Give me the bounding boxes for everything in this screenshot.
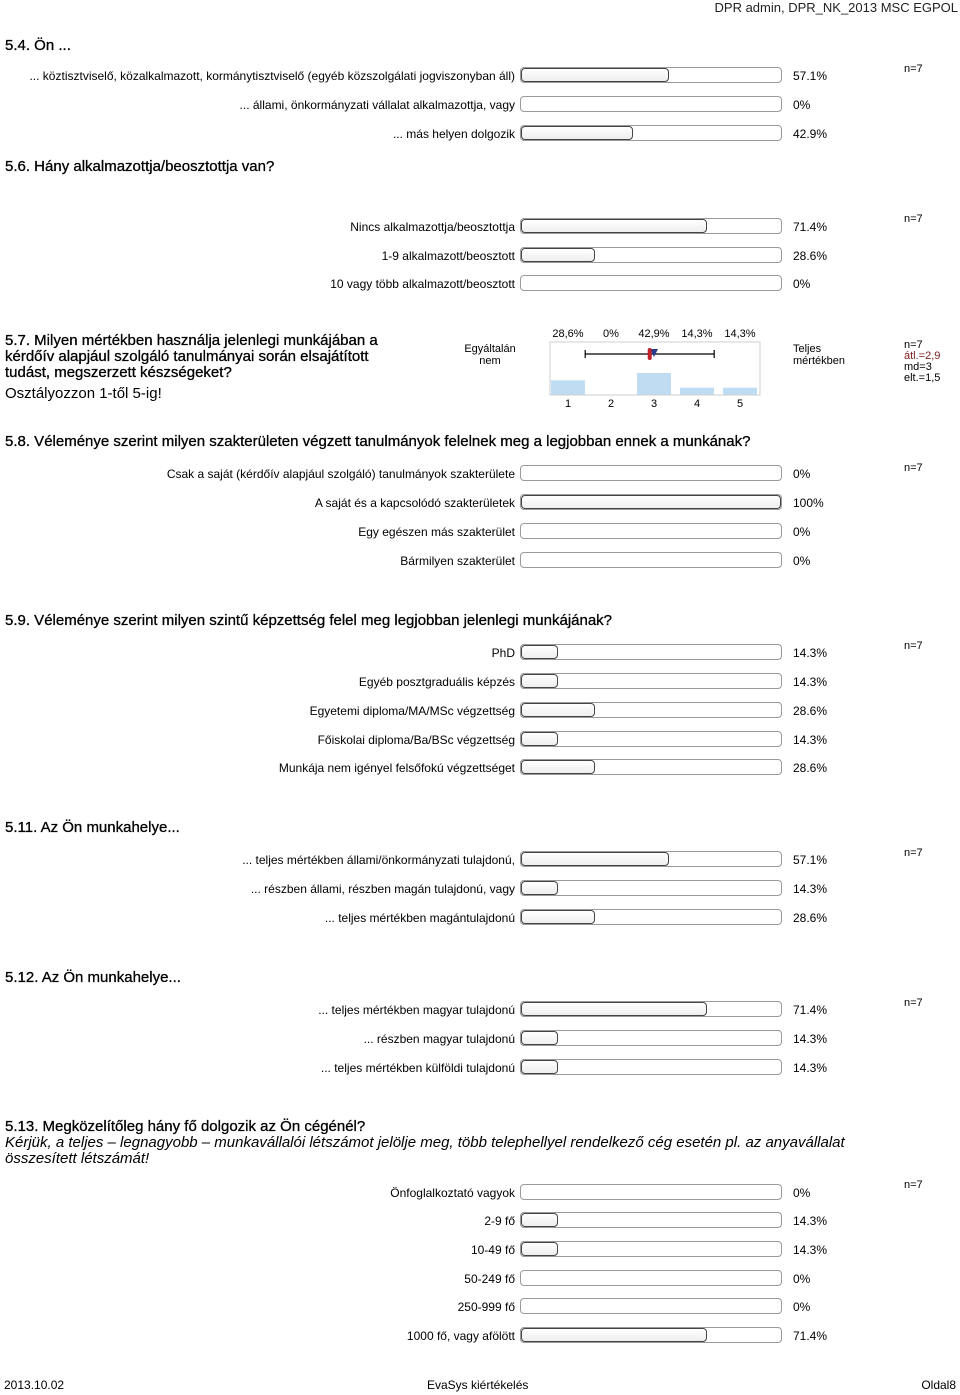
answer-row [0,218,960,238]
q513-title: 5.13. Megközelítőleg hány fő dolgozik az Ön cégénél? [5,1118,366,1135]
answer-bar [520,1270,782,1286]
answer-row [0,1184,960,1204]
scale-bar-5 [723,388,757,395]
answer-row [0,1212,960,1232]
answer-percent: 100% [793,496,824,510]
answer-bar [520,552,782,568]
answer-percent: 14.3% [793,1243,828,1257]
answer-percent: 0% [793,98,811,112]
answer-label: 250-999 fő [457,1300,515,1314]
answer-label: 1000 fő, vagy afölött [406,1329,515,1343]
answer-bar [520,1059,782,1075]
answer-bar-fill [521,248,595,262]
scale-bar-4 [680,388,714,395]
answer-label: Munkája nem igényel felsőfokú végzettséget [278,761,515,775]
answer-bar-fill [521,1031,558,1045]
answer-percent: 28.6% [793,911,828,925]
answer-label: ... részben magyar tulajdonú [363,1032,515,1046]
answer-row [0,1241,960,1261]
answer-row [0,1298,960,1318]
answer-bar-fill [521,1328,707,1342]
answer-row [0,1030,960,1050]
footer-date: 2013.10.02 [4,1378,65,1392]
q56-title: 5.6. Hány alkalmazottja/beosztottja van? [5,158,275,175]
answer-row [0,1327,960,1347]
answer-bar-fill [521,645,558,659]
answer-bar-fill [521,1060,558,1074]
answer-bar [520,731,782,747]
answer-percent: 14.3% [793,733,828,747]
answer-bar [520,1001,782,1017]
q58-title: 5.8. Véleménye szerint milyen szakterületen végzett tanulmányok felelnek meg a legjobban ennek a munkának? [5,433,751,450]
scale-percent-2: 0% [603,328,619,340]
answer-percent: 42.9% [793,127,828,141]
answer-bar-fill [521,852,669,866]
answer-row [0,1270,960,1290]
answer-label: Egyéb posztgraduális képzés [358,675,515,689]
answer-percent: 0% [793,1186,811,1200]
q57-left-pole: Egyáltalán nem [464,343,516,367]
scale-tick-1: 1 [564,398,572,410]
answer-label: ... teljes mértékben magyar tulajdonú [318,1003,515,1017]
answer-bar-fill [521,732,558,746]
answer-label: 2-9 fő [484,1214,515,1228]
answer-bar [520,67,782,83]
answer-bar [520,465,782,481]
answer-bar-fill [521,219,707,233]
q59-title: 5.9. Véleménye szerint milyen szintű képzettség felel meg legjobban jelenlegi munkájának? [5,612,613,629]
answer-row [0,96,960,116]
answer-percent: 0% [793,1272,811,1286]
answer-row [0,67,960,87]
answer-percent: 14.3% [793,882,828,896]
scale-bar-3 [637,373,671,395]
answer-percent: 14.3% [793,1214,828,1228]
answer-percent: 71.4% [793,1003,828,1017]
q513-subtitle: Kérjük, a teljes – legnagyobb – munkavállalói létszámot jelölje meg, több telephellyel rendelkező cég esetén pl. az anyavállalat összesített létszámát! [5,1134,845,1167]
answer-row [0,644,960,664]
q56-n: n=7 [904,213,923,225]
answer-percent: 14.3% [793,1032,828,1046]
answer-bar [520,218,782,234]
answer-bar [520,759,782,775]
scale-percent-3: 42,9% [638,328,670,340]
answer-bar-fill [521,1213,558,1227]
answer-bar [520,909,782,925]
q57-n: n=7 [904,339,923,351]
answer-row [0,125,960,145]
q57-title: 5.7. Milyen mértékben használja jelenlegi munkájában a kérdőív alapjául szolgáló tanulmányai során elsajátított tudást, megszerzett készségeket? [5,332,378,381]
answer-bar [520,523,782,539]
scale-tick-5: 5 [736,398,744,410]
answer-label: Önfoglalkoztató vagyok [390,1186,515,1200]
answer-row [0,247,960,267]
answer-bar [520,851,782,867]
answer-label: 1-9 alkalmazott/beosztott [381,249,515,263]
q58-n: n=7 [904,462,923,474]
answer-row [0,759,960,779]
answer-bar [520,494,782,510]
answer-label: ... más helyen dolgozik [392,127,515,141]
answer-percent: 14.3% [793,675,828,689]
answer-label: ... állami, önkormányzati vállalat alkalmazottja, vagy [239,98,515,112]
answer-row [0,275,960,295]
q511-title: 5.11. Az Ön munkahelye... [5,819,180,836]
answer-label: PhD [491,646,515,660]
answer-bar [520,1212,782,1228]
answer-bar [520,275,782,291]
scale-percent-5: 14,3% [724,328,756,340]
q57-note: Osztályozzon 1-től 5-ig! [5,385,162,402]
answer-label: Nincs alkalmazottja/beosztottja [350,220,515,234]
q54-n: n=7 [904,63,923,75]
answer-label: 10 vagy több alkalmazott/beosztott [330,277,515,291]
answer-bar-fill [521,1242,558,1256]
answer-percent: 71.4% [793,220,828,234]
answer-percent: 14.3% [793,1061,828,1075]
answer-row [0,1001,960,1021]
q513-n: n=7 [904,1179,923,1191]
scale-percent-4: 14,3% [681,328,713,340]
q54-title: 5.4. Ön ... [5,37,71,54]
q512-title: 5.12. Az Ön munkahelye... [5,969,181,986]
answer-percent: 0% [793,277,811,291]
answer-label: 50-249 fő [464,1272,515,1286]
answer-percent: 0% [793,1300,811,1314]
scale-bar-1 [551,380,585,395]
scale-tick-2: 2 [607,398,615,410]
q57-scale-chart [540,326,770,410]
answer-label: 10-49 fő [470,1243,515,1257]
answer-bar [520,880,782,896]
answer-percent: 0% [793,525,811,539]
answer-bar-fill [521,126,633,140]
answer-label: Egy egészen más szakterület [358,525,515,539]
answer-row [0,851,960,871]
answer-row [0,880,960,900]
answer-bar [520,1241,782,1257]
answer-bar [520,96,782,112]
scale-tick-4: 4 [693,398,701,410]
q511-n: n=7 [904,847,923,859]
answer-row [0,673,960,693]
footer-page: Oldal8 [921,1378,956,1392]
answer-label: ... teljes mértékben külföldi tulajdonú [320,1061,515,1075]
q57-stats [904,340,940,384]
q57-right-pole: Teljes mértékben [793,343,845,367]
answer-percent: 28.6% [793,761,828,775]
answer-row [0,1059,960,1079]
answer-percent: 28.6% [793,249,828,263]
answer-bar-fill [521,910,595,924]
answer-bar-fill [521,674,558,688]
q512-n: n=7 [904,997,923,1009]
answer-bar [520,1298,782,1314]
answer-bar [520,702,782,718]
answer-label: Bármilyen szakterület [400,554,515,568]
answer-bar-fill [521,760,595,774]
q57-md: md=3 [904,361,932,373]
answer-label: ... teljes mértékben állami/önkormányzati tulajdonú, [242,853,515,867]
answer-bar [520,125,782,141]
answer-label: Főiskolai diploma/Ba/BSc végzettség [317,733,515,747]
answer-percent: 0% [793,467,811,481]
answer-percent: 57.1% [793,853,828,867]
answer-bar [520,247,782,263]
answer-bar-fill [521,68,669,82]
answer-percent: 0% [793,554,811,568]
answer-bar [520,644,782,660]
answer-bar [520,673,782,689]
answer-percent: 57.1% [793,69,828,83]
footer-center: EvaSys kiértékelés [427,1378,529,1392]
answer-bar [520,1030,782,1046]
answer-bar-fill [521,495,781,509]
answer-row [0,494,960,514]
answer-row [0,523,960,543]
answer-label: Csak a saját (kérdőív alapjául szolgáló) tanulmányok szakterülete [166,467,515,481]
document-header: DPR admin, DPR_NK_2013 MSC EGPOL [714,0,958,15]
mean-marker [648,348,652,360]
q57-dev: elt.=1,5 [904,372,941,384]
scale-percent-1: 28,6% [552,328,584,340]
answer-row [0,731,960,751]
answer-label: ... teljes mértékben magántulajdonú [324,911,515,925]
q57-avg: átl.=2,9 [904,350,941,362]
answer-label: A saját és a kapcsolódó szakterületek [314,496,515,510]
answer-percent: 28.6% [793,704,828,718]
q59-n: n=7 [904,640,923,652]
answer-row [0,552,960,572]
scale-tick-3: 3 [650,398,658,410]
answer-bar-fill [521,881,558,895]
answer-label: ... részben állami, részben magán tulajdonú, vagy [250,882,515,896]
answer-row [0,465,960,485]
answer-percent: 71.4% [793,1329,828,1343]
answer-percent: 14.3% [793,646,828,660]
answer-row [0,702,960,722]
answer-label: Egyetemi diploma/MA/MSc végzettség [309,704,515,718]
answer-label: ... köztisztviselő, közalkalmazott, kormánytisztviselő (egyéb közszolgálati jogviszonyban áll) [29,69,515,83]
answer-bar [520,1184,782,1200]
answer-bar-fill [521,703,595,717]
answer-bar [520,1327,782,1343]
answer-row [0,909,960,929]
answer-bar-fill [521,1002,707,1016]
